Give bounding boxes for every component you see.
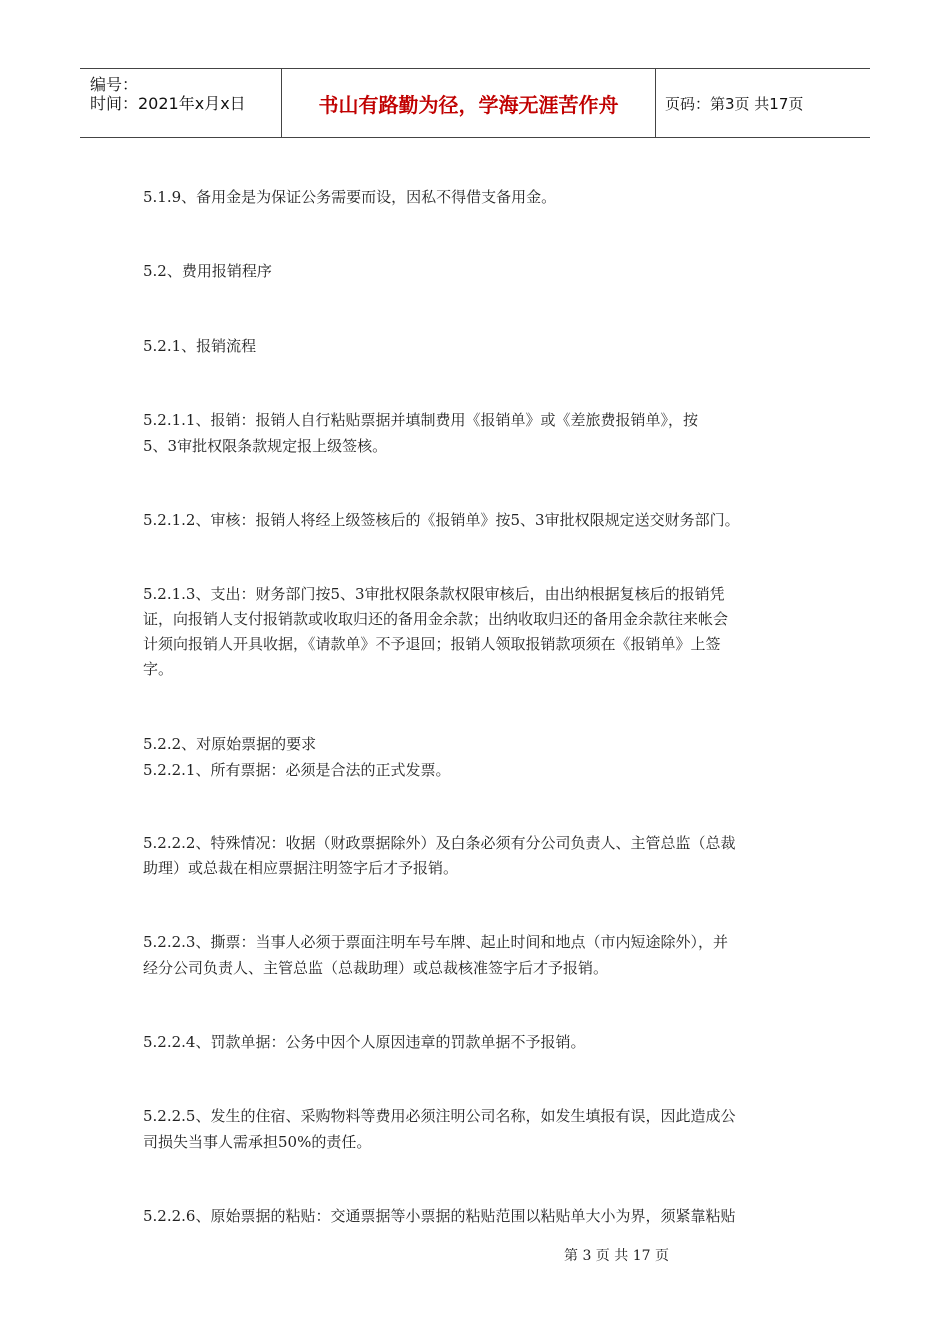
body-line: 证，向报销人支付报销款或收取归还的备用金余款；出纳收取归还的备用金余款往来帐会 <box>143 610 729 628</box>
header-page-info: 页码：第3页 共17页 <box>665 94 804 113</box>
body-line: 5.2.2.3、撕票：当事人必须于票面注明车号车牌、起止时间和地点（市内短途除外），并 <box>143 933 728 951</box>
body-line: 5.2.2.4、罚款单据：公务中因个人原因违章的罚款单据不予报销。 <box>143 1033 586 1051</box>
body-line: 5.2.2.6、原始票据的粘贴：交通票据等小票据的粘贴范围以粘贴单大小为界，须紧靠粘贴 <box>143 1207 736 1225</box>
body-line: 5.2、费用报销程序 <box>143 262 272 280</box>
header-divider <box>655 69 656 137</box>
header-meta <box>80 69 281 137</box>
document-time-label: 时间：2021年x月x日 <box>90 94 246 113</box>
body-line: 5.2.2.2、特殊情况：收据（财政票据除外）及白条必须有分公司负责人、主管总监（总裁 <box>143 834 736 852</box>
body-line: 字。 <box>143 660 174 678</box>
body-line: 5.1.9、备用金是为保证公务需要而设，因私不得借支备用金。 <box>143 188 557 206</box>
body-line: 5.2.1.1、报销：报销人自行粘贴票据并填制费用《报销单》或《差旅费报销单》，按 <box>143 411 698 429</box>
document-number-label: 编号： <box>90 75 139 94</box>
body-line: 5.2.2.1、所有票据：必须是合法的正式发票。 <box>143 761 451 779</box>
body-line: 经分公司负责人、主管总监（总裁助理）或总裁核准签字后才予报销。 <box>143 959 609 977</box>
body-line: 5.2.2、对原始票据的要求 <box>143 735 317 753</box>
page-header <box>80 68 870 138</box>
footer-page-number: 第 3 页 共 17 页 <box>564 1248 669 1264</box>
body-line: 5、3审批权限条款规定报上级签核。 <box>143 437 388 455</box>
body-line: 5.2.1.2、审核：报销人将经上级签核后的《报销单》按5、3审批权限规定送交财务部门。 <box>143 511 740 529</box>
body-line: 5.2.1.3、支出：财务部门按5、3审批权限条款权限审核后，由出纳根据复核后的报销凭 <box>143 585 725 603</box>
body-line: 助理）或总裁在相应票据注明签字后才予报销。 <box>143 859 459 877</box>
header-motto: 书山有路勤为径，学海无涯苦作舟 <box>318 92 619 117</box>
body-line: 司损失当事人需承担50%的责任。 <box>143 1133 372 1151</box>
body-line: 计须向报销人开具收据，《请款单》不予退回；报销人领取报销款项须在《报销单》上签 <box>143 635 721 653</box>
body-line: 5.2.1、报销流程 <box>143 337 257 355</box>
body-line: 5.2.2.5、发生的住宿、采购物料等费用必须注明公司名称，如发生填报有误，因此造成公 <box>143 1107 736 1125</box>
